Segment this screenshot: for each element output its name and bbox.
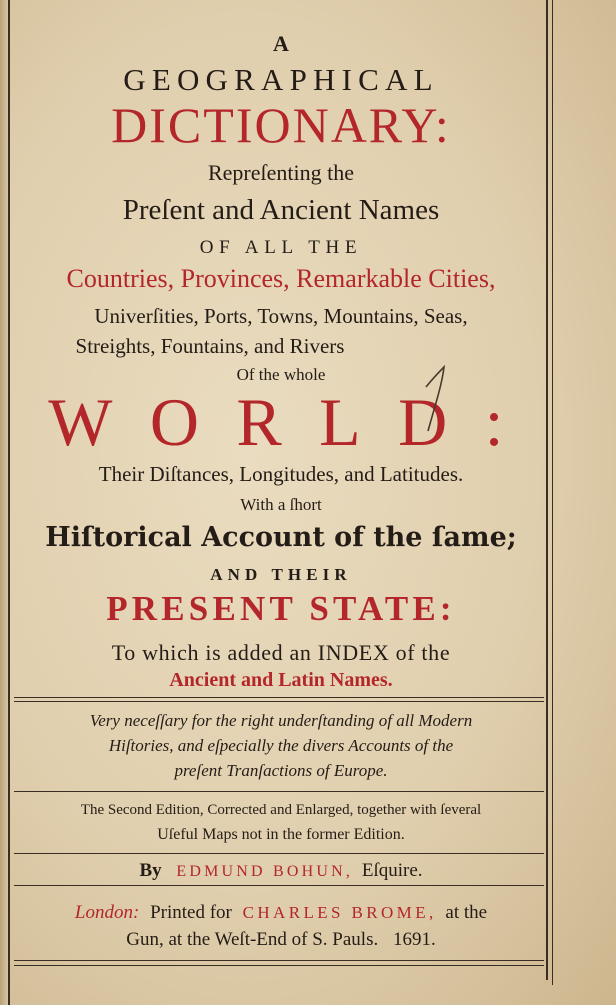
rule-above-note [14, 697, 544, 698]
subtitle-names: Preſent and Ancient Names [122, 194, 440, 226]
imprint-line-2 [12, 930, 550, 949]
note-line-1: Very neceſſary for the right underſtanding of all Modern [89, 711, 473, 730]
note-line-2: Hiſtories, and eſpecially the divers Accounts of the [108, 736, 454, 755]
subtitle-countries: Countries, Provinces, Remarkable Cities, [66, 264, 496, 293]
author-name: EDMUND BOHUN, [176, 863, 354, 880]
subtitle-streights: Streights, Fountains, and Rivers [75, 334, 345, 358]
rule-above-note-2 [14, 701, 544, 702]
imprint-london: London: [74, 902, 140, 923]
author-esquire: Eſquire. [361, 860, 423, 881]
rule-below-imprint [14, 960, 544, 961]
subtitle-distances: Their Diſtances, Longitudes, and Latitudes. [98, 462, 464, 486]
subtitle-universities: Univerſities, Ports, Towns, Mountains, Seas, [94, 304, 468, 328]
subtitle-and-their: AND THEIR [210, 565, 352, 584]
subtitle-historical: Hiſtorical Account of the ſame; [45, 522, 517, 553]
handwritten-mark [420, 365, 460, 435]
rule-above-edition [14, 791, 544, 792]
outer-right-border-rule [552, 0, 553, 985]
imprint-at-the: at the [445, 902, 488, 923]
subtitle-representing: Repreſenting the [207, 160, 354, 185]
imprint-line-1 [12, 903, 550, 922]
rule-above-author [14, 853, 544, 854]
edition-line-2: Uſeful Maps not in the former Edition. [157, 826, 405, 843]
imprint-printer: CHARLES BROME, [242, 903, 437, 922]
subtitle-ancient-latin: Ancient and Latin Names. [169, 669, 393, 691]
note-line-3: preſent Tranſactions of Europe. [174, 761, 388, 780]
author-by: By [139, 860, 162, 881]
title-article: A [273, 31, 289, 56]
author-line [12, 861, 550, 880]
imprint-printed-for: Printed for [150, 902, 232, 923]
subtitle-of-all: OF ALL THE [199, 237, 363, 258]
title-present-state: PRESENT STATE: [106, 589, 456, 628]
subtitle-whole: Of the whole [236, 365, 326, 384]
rule-below-imprint-2 [14, 965, 544, 966]
subtitle-short: With a ſhort [240, 495, 322, 514]
title-dictionary: DICTIONARY: [111, 97, 451, 153]
left-border-rule [8, 0, 10, 1005]
imprint-gun: Gun, at the Weſt-End of S. Pauls. [126, 929, 379, 950]
edition-line-1: The Second Edition, Corrected and Enlarged, together with ſeveral [80, 802, 482, 818]
title-world: WORLD: [48, 384, 541, 460]
subtitle-index: To which is added an INDEX of the [111, 640, 451, 665]
rule-above-imprint [14, 885, 544, 886]
imprint-year: 1691. [392, 929, 436, 950]
title-geographical: GEOGRAPHICAL [123, 62, 439, 97]
